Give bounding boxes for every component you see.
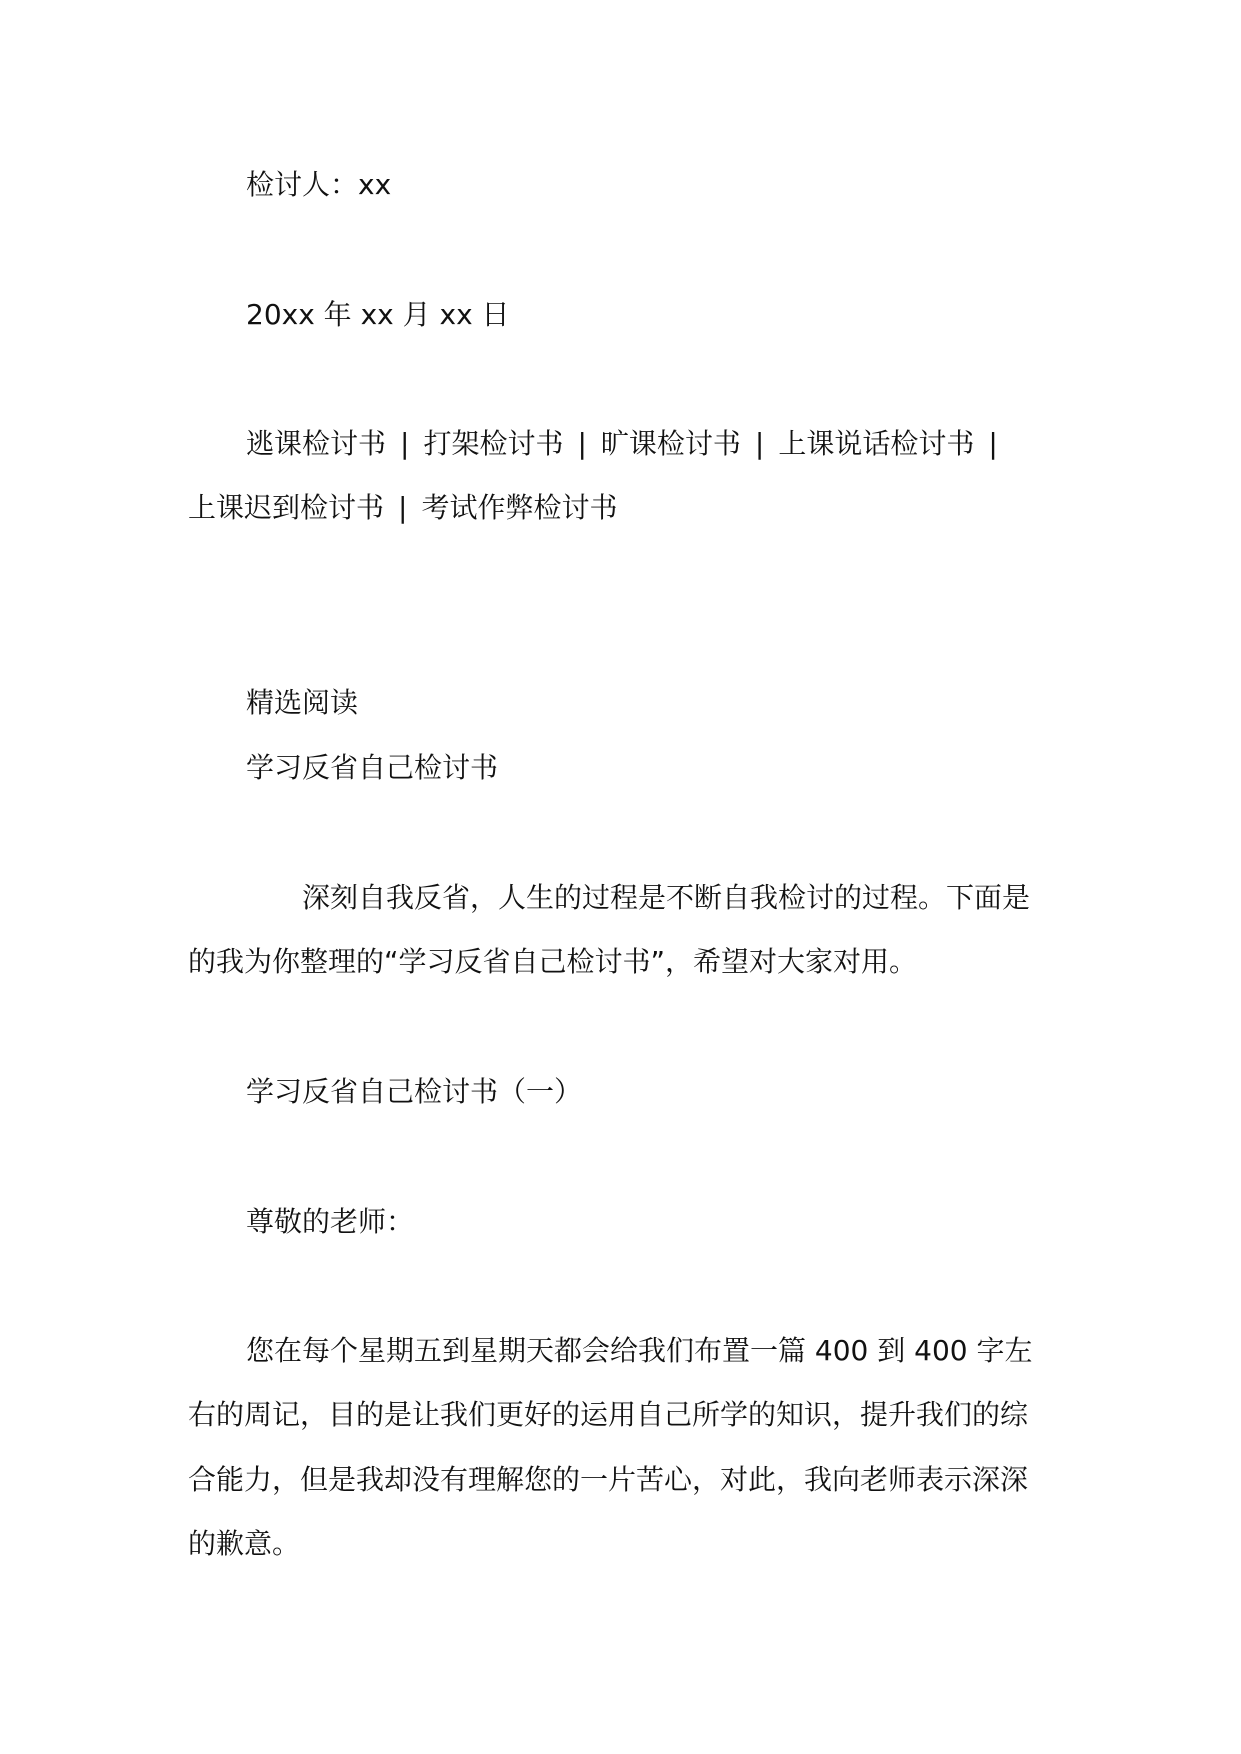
- related-links-row-1: [246, 424, 1012, 464]
- body-paragraph-line-1: 您在每个星期五到星期天都会给我们布置一篇 400 到 400 字左: [246, 1334, 1033, 1367]
- link-escape-class[interactable]: 逃课检讨书: [246, 427, 387, 460]
- link-separator: |: [988, 427, 998, 460]
- date-line: 20xx 年 xx 月 xx 日: [246, 298, 510, 331]
- section-title: 学习反省自己检讨书（一）: [246, 1075, 583, 1108]
- link-separator: |: [400, 427, 410, 460]
- reviewer-line: 检讨人：xx: [246, 168, 392, 201]
- link-truancy[interactable]: 旷课检讨书: [600, 427, 741, 460]
- body-paragraph-line-2: 右的周记，目的是让我们更好的运用自己所学的知识，提升我们的综: [188, 1398, 1029, 1431]
- featured-article-title[interactable]: 学习反省自己检讨书: [246, 751, 499, 784]
- link-exam-cheating[interactable]: 考试作弊检讨书: [421, 491, 618, 524]
- intro-paragraph-line-1: 深刻自我反省，人生的过程是不断自我检讨的过程。下面是: [302, 881, 1031, 914]
- link-fighting[interactable]: 打架检讨书: [423, 427, 564, 460]
- featured-heading: 精选阅读: [246, 686, 359, 719]
- link-separator: |: [398, 491, 408, 524]
- link-separator: |: [754, 427, 765, 460]
- intro-paragraph-line-2: 的我为你整理的“学习反省自己检讨书”，希望对大家对用。: [188, 945, 918, 978]
- link-late-to-class[interactable]: 上课迟到检讨书: [188, 491, 385, 524]
- salutation: 尊敬的老师：: [246, 1205, 415, 1238]
- link-talking-in-class[interactable]: 上课说话检讨书: [778, 427, 975, 460]
- link-separator: |: [577, 427, 587, 460]
- body-paragraph-line-3: 合能力，但是我却没有理解您的一片苦心，对此，我向老师表示深深: [188, 1463, 1029, 1496]
- body-paragraph-line-4: 的歉意。: [188, 1527, 301, 1560]
- related-links-row-2: [188, 488, 617, 528]
